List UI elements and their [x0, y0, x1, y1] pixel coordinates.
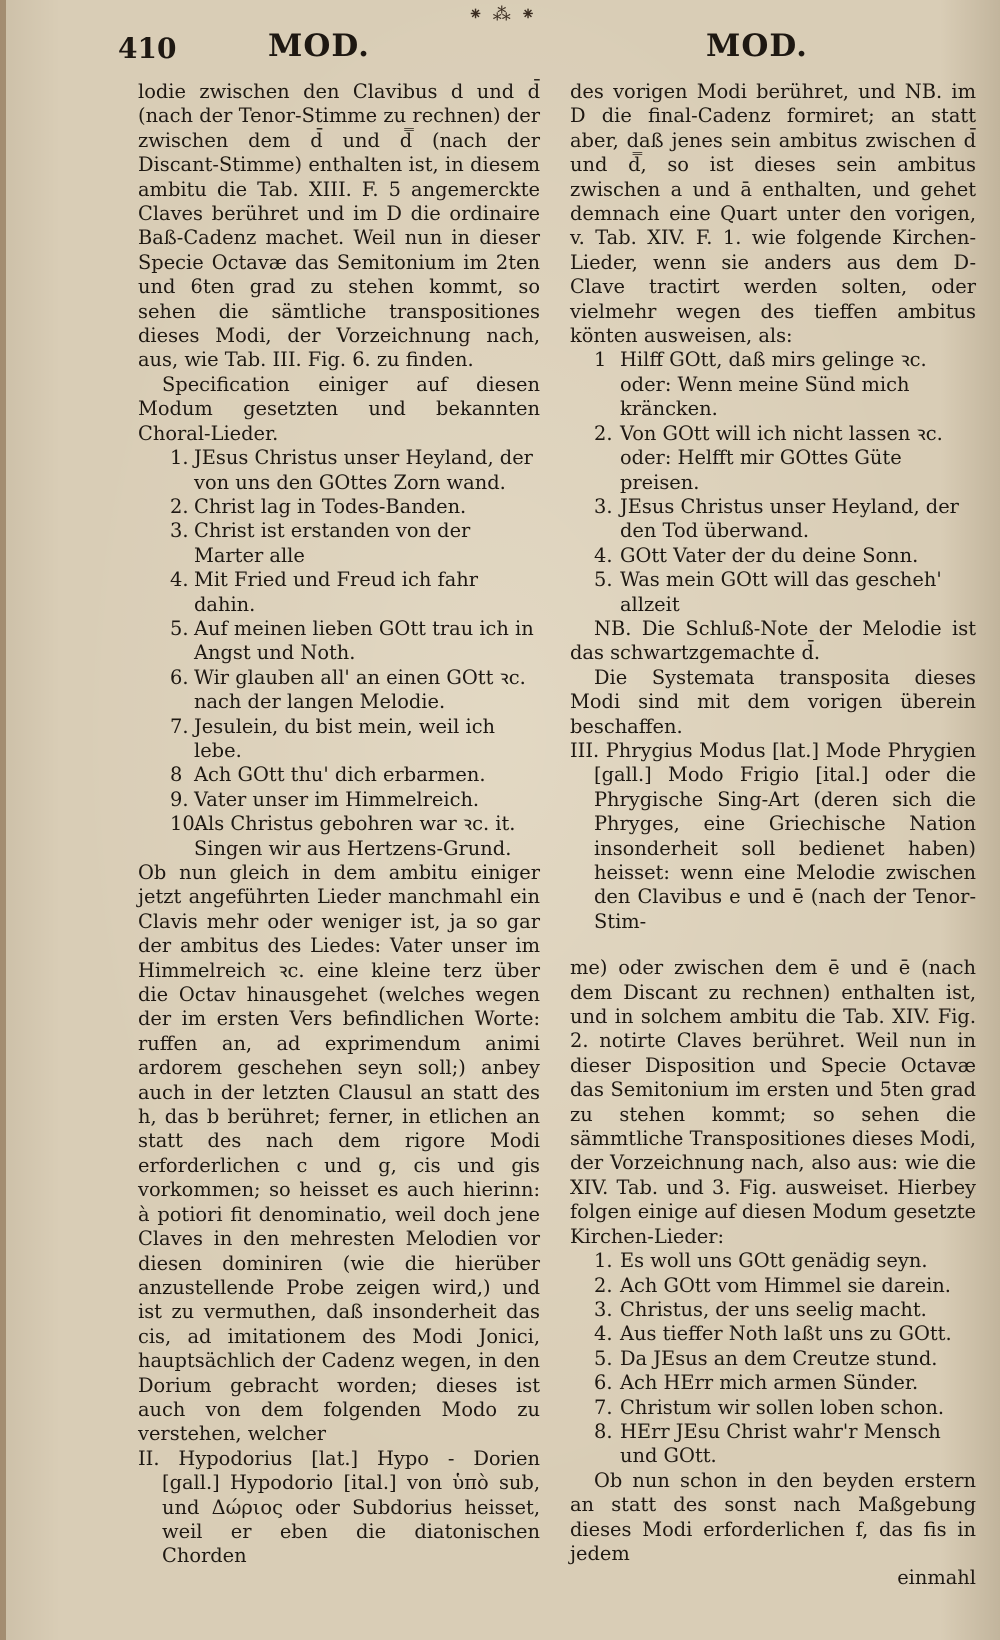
- item-text: Ach GOtt vom Himmel sie darein.: [620, 1273, 951, 1297]
- list-item: [570, 544, 976, 568]
- item-text: Ach GOtt thu' dich erbarmen.: [194, 763, 486, 787]
- item-number: 4.: [594, 543, 613, 567]
- left-column: [138, 80, 540, 1569]
- item-text: GOtt Vater der du deine Sonn.: [620, 543, 919, 567]
- item-text: Aus tieffer Noth laßt uns zu GOtt.: [620, 1322, 952, 1346]
- running-head-right: MOD.: [706, 28, 808, 64]
- list-item: [138, 715, 540, 764]
- item-number: 2.: [170, 494, 189, 518]
- item-number: 3.: [170, 519, 189, 543]
- list-item: [138, 763, 540, 787]
- nb-note: NB. Die Schluß-Note der Melodie ist das schwartzgemachte d̄.: [570, 616, 976, 665]
- item-number: 5.: [594, 568, 613, 592]
- list-item: [138, 519, 540, 568]
- item-text: Da JEsus an dem Creutze stund.: [620, 1346, 938, 1370]
- section-hypodorius: II. Hypodorius [lat.] Hypo - Dorien [gall.] Hypodorio [ital.] von ὑπὸ sub, und Δώριος oder Subdorius heisset, weil er eben die diatonischen Chorden: [138, 1446, 540, 1568]
- hypodorian-song-list: [570, 348, 976, 616]
- list-item: [570, 1347, 976, 1371]
- list-item: [138, 495, 540, 519]
- right-paragraph-end: Ob nun schon in den beyden erstern an statt des sonst nach Maßgebung dieses Modi erforderlichen f, das fis in jedem: [570, 1468, 976, 1565]
- item-number: 1.: [170, 446, 189, 470]
- list-item: [570, 495, 976, 544]
- right-paragraph-1: des vorigen Modi berühret, und NB. im D die final-Cadenz formiret; an statt aber, daß jenes sein ambitus zwischen d̄ und d̿, so ist dieses sein ambitus zwischen a und ā enthalten, und gehet demnach eine Quart unter den vorigen, v. Tab. XIV. F. 1. wie folgende Kirchen-Lieder, wenn sie anders aus dem D-Clave tractirt werden solten, oder vielmehr wegen des tieffen ambitus könten ausweisen, als:: [570, 80, 976, 348]
- right-column: [570, 80, 976, 1591]
- item-number: 8: [170, 763, 183, 787]
- catchword: einmahl: [897, 1566, 976, 1590]
- item-number: 10.: [170, 812, 201, 836]
- item-number: 8.: [594, 1419, 613, 1443]
- item-text: Von GOtt will ich nicht lassen ꝛc. oder: Helfft mir GOttes Güte preisen.: [620, 421, 943, 494]
- list-item: [570, 1396, 976, 1420]
- item-text: Vater unser im Himmelreich.: [194, 787, 480, 811]
- systemata-note: Die Systemata transposita dieses Modi sind mit dem vorigen überein beschaffen.: [570, 665, 976, 738]
- list-item: [138, 812, 540, 861]
- item-text: Was mein GOtt will das gescheh' allzeit: [620, 568, 942, 616]
- item-text: Hilff GOtt, daß mirs gelinge ꝛc. oder: Wenn meine Sünd mich kräncken.: [620, 348, 927, 421]
- item-text: HErr JEsu Christ wahr'r Mensch und GOtt.: [620, 1419, 941, 1468]
- item-number: 5.: [594, 1346, 613, 1370]
- list-item: [138, 446, 540, 495]
- list-item: [138, 617, 540, 666]
- item-text: Christum wir sollen loben schon.: [620, 1395, 945, 1419]
- list-item: [570, 1420, 976, 1469]
- music-gap: [570, 934, 976, 956]
- item-text: Ach HErr mich armen Sünder.: [620, 1371, 919, 1395]
- dorian-song-list: [138, 446, 540, 861]
- list-item: [570, 348, 976, 421]
- item-number: 6.: [594, 1371, 613, 1395]
- item-number: 3.: [594, 1297, 613, 1321]
- item-text: Christ lag in Todes-Banden.: [194, 494, 467, 518]
- list-item: [570, 1371, 976, 1395]
- list-item: [570, 422, 976, 495]
- item-number: 4.: [594, 1322, 613, 1346]
- item-number: 5.: [170, 616, 189, 640]
- list-item: [570, 568, 976, 617]
- item-number: 3.: [594, 494, 613, 518]
- item-text: Als Christus gebohren war ꝛc. it. Singen wir aus Hertzens-Grund.: [194, 812, 516, 860]
- list-item: [570, 1298, 976, 1322]
- list-item: [570, 1322, 976, 1346]
- item-text: Jesulein, du bist mein, weil ich lebe.: [194, 714, 496, 762]
- item-number: 7.: [170, 714, 189, 738]
- left-paragraph-1: lodie zwischen den Clavibus d und d̄ (nach der Tenor-Stimme zu rechnen) der zwischen dem d̄ und d̿ (nach der Discant-Stimme) enthalten ist, in diesem ambitu die Tab. XIII. F. 5 angemerckte Claves berühret und im D die ordinaire Baß-Cadenz machet. Weil nun in dieser Specie Octavæ das Semitonium im 2ten und 6ten grad zu stehen kommt, so sehen die sämtliche transpositiones dieses Modi, der Vorzeichnung nach, aus, wie Tab. III. Fig. 6. zu finden.: [138, 80, 540, 372]
- item-number: 7.: [594, 1395, 613, 1419]
- item-number: 6.: [170, 665, 189, 689]
- item-text: Christus, der uns seelig macht.: [620, 1297, 927, 1321]
- phrygian-song-list: [570, 1249, 976, 1469]
- list-item: [138, 568, 540, 617]
- running-head-left: MOD.: [268, 28, 370, 64]
- phrygius-continued: me) oder zwischen dem ē und ē (nach dem Discant zu rechnen) enthalten ist, und in solchem ambitu die Tab. XIV. Fig. 2. notirte Claves berühret. Weil nun in dieser Disposition und Specie Octavæ das Semitonium im ersten und 5ten grad zu stehen kommt; so sehen die sämmtliche Transpositiones dieses Modi, der Vorzeichnung nach, also aus: wie die XIV. Tab. und 3. Fig. ausweiset. Hierbey folgen einige auf diesen Modum gesetzte Kirchen-Lieder:: [570, 956, 976, 1248]
- list-item: [138, 788, 540, 812]
- item-text: JEsus Christus unser Heyland, der von uns den GOttes Zorn wand.: [194, 446, 533, 494]
- list-item: [570, 1274, 976, 1298]
- item-text: Es woll uns GOtt genädig seyn.: [620, 1249, 928, 1273]
- left-paragraph-2: Ob nun gleich in dem ambitu einiger jetzt angeführten Lieder manchmahl ein Clavis mehr oder weniger ist, ja so gar der ambitus des Liedes: Vater unser im Himmelreich ꝛc. eine kleine terz über die Octav hinausgehet (welches wegen der im ersten Vers befindlichen Worte: ruffen an, ad exprimendum animi ardorem geschehen seyn soll;) anbey auch in der letzten Clausul an statt des h, das b berühret; ferner, in etlichen an statt des nach dem rigore Modi erforderlichen c und g, cis und gis vorkommen; so heisset es auch hierinn: à potiori fit denominatio, weil doch jene Claves in den mehresten Melodien vor diesen dominiren (wie die hierüber anzustellende Probe zeigen wird,) und ist zu vermuthen, daß insonderheit das cis, ad imitationem des Modi Jonici, hauptsächlich der Cadenz wegen, in den Dorium gebracht worden; dieses ist auch von dem folgenden Modo zu verstehen, welcher: [138, 861, 540, 1446]
- list-item: [138, 666, 540, 715]
- item-text: Christ ist erstanden von der Marter alle: [194, 519, 471, 567]
- page-number: 410: [118, 32, 177, 65]
- item-text: Wir glauben all' an einen GOtt ꝛc. nach der langen Melodie.: [194, 665, 526, 714]
- item-number: 2.: [594, 421, 613, 445]
- item-number: 9.: [170, 787, 189, 811]
- specification-heading: Specification einiger auf diesen Modum gesetzten und bekannten Choral-Lieder.: [138, 372, 540, 445]
- list-item: [570, 1249, 976, 1273]
- section-phrygius: III. Phrygius Modus [lat.] Mode Phrygien [gall.] Modo Frigio [ital.] oder die Phrygische Sing-Art (deren sich die Phryges, eine Griechische Nation insonderheit soll bedienet haben) heisset: wenn eine Melodie zwischen den Clavibus e und ē (nach der Tenor-Stim-: [570, 738, 976, 933]
- item-number: 1.: [594, 1249, 613, 1273]
- running-header: [0, 28, 1000, 68]
- item-number: 2.: [594, 1273, 613, 1297]
- item-text: Mit Fried und Freud ich fahr dahin.: [194, 568, 479, 616]
- item-text: JEsus Christus unser Heyland, der den Tod überwand.: [620, 494, 959, 543]
- header-ornament: ⁕ ⁂ ⁕: [468, 4, 538, 25]
- item-text: Auf meinen lieben GOtt trau ich in Angst und Noth.: [194, 616, 534, 665]
- item-number: 1: [594, 348, 607, 372]
- item-number: 4.: [170, 568, 189, 592]
